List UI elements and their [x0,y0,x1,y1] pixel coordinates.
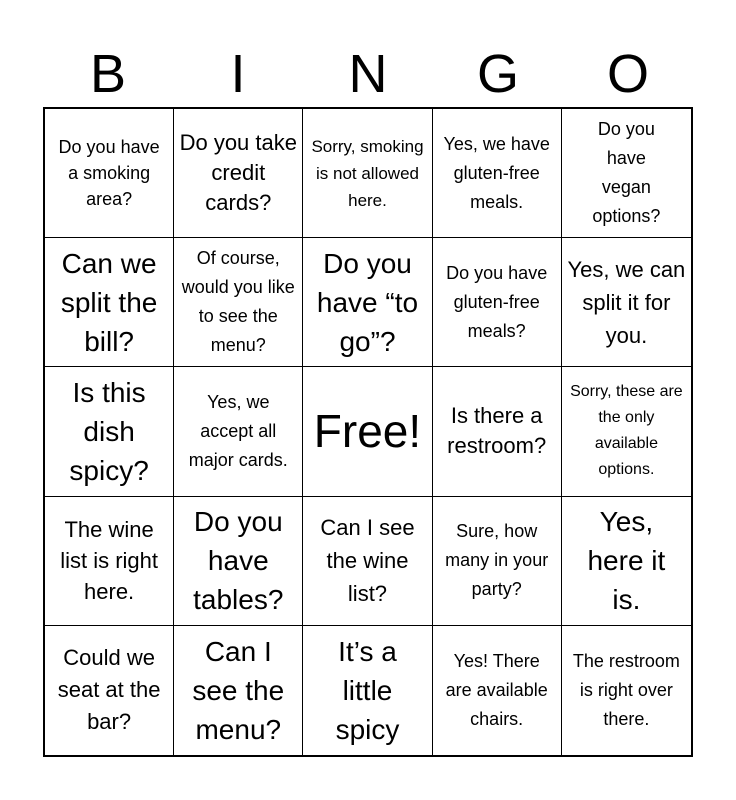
bingo-cell [562,367,691,496]
bingo-cell [45,109,174,238]
cell-text: Do you have a smoking area? [58,137,160,210]
cell-text: Could we seat at the bar? [57,645,161,735]
bingo-cell [174,497,303,626]
bingo-cell [174,109,303,238]
cell-text: The wine list is right here. [60,517,158,605]
cell-text: Yes, we can split it for you. [567,256,686,348]
cell-text: Is there a restroom? [447,403,547,459]
header-letter-n: N [348,44,388,104]
bingo-cell [433,109,562,238]
bingo-cell [45,497,174,626]
bingo-cell [562,626,691,755]
bingo-cell [45,238,174,367]
bingo-cell [433,367,562,496]
bingo-cell [562,109,691,238]
bingo-cell [303,626,432,755]
cell-text: Do you have gluten-free meals? [446,262,548,341]
cell-text: Yes, we accept all major cards. [188,391,288,470]
cell-text: Can we split the bill? [60,247,158,357]
cell-text: Of course, would you like to see the menu? [181,248,295,356]
cell-text: Do you take credit cards? [179,130,297,216]
cell-text: Do you have “to go”? [316,247,419,357]
cell-text: Yes! There are available chairs. [445,650,548,729]
free-space [303,367,432,496]
cell-text: Is this dish spicy? [69,376,149,486]
bingo-cell [562,497,691,626]
cell-text: Do you have tables? [193,506,284,616]
bingo-cell [433,626,562,755]
bingo-cell [174,238,303,367]
bingo-cell [303,109,432,238]
bingo-cell [45,367,174,496]
cell-text: Do you have vegan options? [592,119,661,227]
bingo-board [43,107,693,757]
bingo-cell [303,497,432,626]
cell-text: Sorry, these are the only available options. [570,383,683,479]
bingo-cell [562,238,691,367]
bingo-cell [433,497,562,626]
bingo-cell [45,626,174,755]
cell-text: Sorry, smoking is not allowed here. [311,136,424,210]
cell-text: It’s a little spicy [335,635,400,745]
bingo-cell [433,238,562,367]
cell-text: Yes, here it is. [587,506,666,616]
bingo-cell [174,367,303,496]
header-letter-i: I [230,44,246,104]
cell-text: The restroom is right over there. [572,650,680,729]
header-letter-g: G [476,44,519,104]
bingo-cell [174,626,303,755]
free-space-label: Free! [313,405,422,458]
cell-text: Sure, how many in your party? [445,521,549,600]
cell-text: Can I see the wine list? [320,515,415,607]
bingo-cell [303,238,432,367]
cell-text: Yes, we have gluten-free meals. [443,133,550,212]
bingo-header [43,40,693,108]
cell-text: Can I see the menu? [192,635,285,745]
header-letter-b: B [89,44,127,104]
header-letter-o: O [606,44,649,104]
